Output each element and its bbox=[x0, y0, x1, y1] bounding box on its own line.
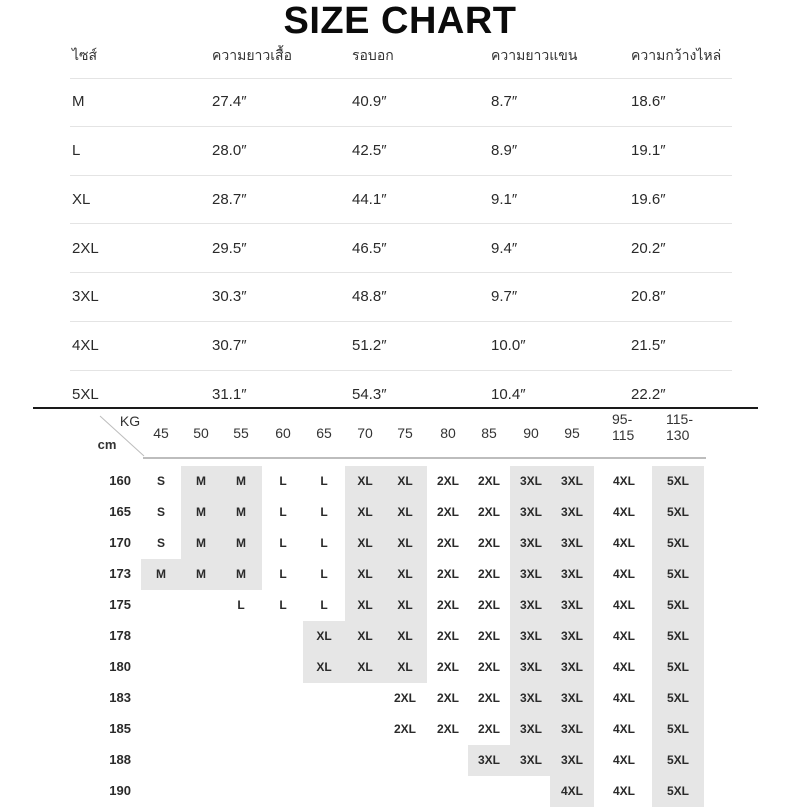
measurement-value: 51.2″ bbox=[352, 337, 387, 354]
recommended-size-cell: 5XL bbox=[666, 505, 689, 519]
recommended-size-cell: XL bbox=[357, 567, 373, 581]
recommended-size-cell: 3XL bbox=[519, 567, 542, 581]
recommended-size-cell: L bbox=[279, 536, 287, 550]
height-label: 180 bbox=[109, 659, 131, 674]
measurement-value: 44.1″ bbox=[352, 191, 387, 208]
recommended-size-cell: 3XL bbox=[519, 722, 542, 736]
recommended-size-cell: 2XL bbox=[393, 691, 416, 705]
recommended-size-cell: 2XL bbox=[436, 629, 459, 643]
recommended-size-cell: XL bbox=[397, 505, 413, 519]
measurement-value: 10.4″ bbox=[491, 386, 526, 403]
recommended-size-cell: XL bbox=[357, 629, 373, 643]
recommended-size-cell: 5XL bbox=[666, 567, 689, 581]
recommended-size-cell: 4XL bbox=[612, 753, 635, 767]
recommended-size-cell: 2XL bbox=[477, 660, 500, 674]
recommended-size-cell: XL bbox=[397, 598, 413, 612]
recommended-size-cell: 4XL bbox=[612, 722, 635, 736]
weight-header-line: 80 bbox=[440, 425, 456, 441]
recommended-size-cell: 2XL bbox=[477, 567, 500, 581]
recommended-size-cell: 3XL bbox=[519, 598, 542, 612]
recommended-size-cell: 3XL bbox=[560, 629, 583, 643]
height-label: 178 bbox=[109, 628, 131, 643]
measurement-value: 9.4″ bbox=[491, 240, 518, 257]
recommended-size-cell: 5XL bbox=[666, 629, 689, 643]
recommended-size-cell: 2XL bbox=[436, 505, 459, 519]
recommended-size-cell: 5XL bbox=[666, 660, 689, 674]
size-table-header: ความยาวแขน bbox=[491, 47, 578, 63]
recommended-size-cell: 3XL bbox=[477, 753, 500, 767]
recommended-size-cell: 4XL bbox=[612, 567, 635, 581]
recommended-size-cell: 2XL bbox=[477, 629, 500, 643]
recommended-size-cell: L bbox=[279, 598, 287, 612]
recommended-size-cell: 3XL bbox=[560, 474, 583, 488]
measurement-value: 31.1″ bbox=[212, 386, 247, 403]
recommended-size-cell: 3XL bbox=[560, 505, 583, 519]
measurement-value: 22.2″ bbox=[631, 386, 666, 403]
size-label: M bbox=[72, 93, 85, 110]
recommended-size-cell: 3XL bbox=[560, 722, 583, 736]
recommended-size-cell: XL bbox=[357, 474, 373, 488]
recommended-size-cell: XL bbox=[316, 629, 332, 643]
weight-header-line: 75 bbox=[397, 425, 413, 441]
height-label: 160 bbox=[109, 473, 131, 488]
measurement-value: 18.6″ bbox=[631, 93, 666, 110]
size-label: 5XL bbox=[72, 386, 99, 403]
recommended-size-cell: 3XL bbox=[519, 691, 542, 705]
recommended-size-cell: 3XL bbox=[560, 753, 583, 767]
recommended-size-cell: L bbox=[320, 567, 328, 581]
measurement-value: 40.9″ bbox=[352, 93, 387, 110]
recommended-size-cell: 2XL bbox=[436, 536, 459, 550]
measurement-value: 9.7″ bbox=[491, 288, 518, 305]
cm-label: cm bbox=[97, 437, 117, 452]
recommended-size-cell: L bbox=[320, 505, 328, 519]
recommended-size-cell: 5XL bbox=[666, 598, 689, 612]
recommended-size-cell: 5XL bbox=[666, 536, 689, 550]
measurement-value: 8.7″ bbox=[491, 93, 518, 110]
size-table-header: รอบอก bbox=[352, 47, 394, 63]
recommended-size-cell: 4XL bbox=[612, 784, 635, 798]
height-label: 185 bbox=[109, 721, 131, 736]
weight-header-line: 50 bbox=[193, 425, 209, 441]
measurement-value: 27.4″ bbox=[212, 93, 247, 110]
recommended-size-cell: 2XL bbox=[477, 598, 500, 612]
measurement-value: 54.3″ bbox=[352, 386, 387, 403]
recommended-size-cell: 2XL bbox=[477, 536, 500, 550]
measurement-value: 19.6″ bbox=[631, 191, 666, 208]
kg-label: KG bbox=[119, 413, 141, 429]
height-label: 183 bbox=[109, 690, 131, 705]
measurement-value: 28.0″ bbox=[212, 142, 247, 159]
recommended-size-cell: XL bbox=[397, 629, 413, 643]
weight-header-line: 115- bbox=[666, 411, 693, 427]
weight-header bbox=[544, 425, 600, 441]
measurement-value: 28.7″ bbox=[212, 191, 247, 208]
weight-header-line: 95- bbox=[612, 411, 633, 427]
recommended-size-cell: M bbox=[236, 505, 246, 519]
measurement-value: 29.5″ bbox=[212, 240, 247, 257]
recommended-size-cell: 3XL bbox=[519, 505, 542, 519]
height-label: 190 bbox=[109, 783, 131, 798]
recommended-size-cell: 3XL bbox=[519, 474, 542, 488]
recommended-size-cell: L bbox=[320, 474, 328, 488]
measurement-value: 42.5″ bbox=[352, 142, 387, 159]
weight-header-line: 95 bbox=[564, 425, 580, 441]
size-label: L bbox=[72, 142, 81, 159]
recommended-size-cell: XL bbox=[397, 536, 413, 550]
measurement-value: 8.9″ bbox=[491, 142, 518, 159]
recommended-size-cell: 4XL bbox=[612, 691, 635, 705]
recommended-size-cell: 5XL bbox=[666, 753, 689, 767]
height-label: 165 bbox=[109, 504, 131, 519]
recommended-size-cell: M bbox=[196, 505, 206, 519]
recommended-size-cell: 5XL bbox=[666, 722, 689, 736]
recommended-size-cell: M bbox=[236, 567, 246, 581]
size-table-header: ความยาวเสื้อ bbox=[212, 47, 292, 63]
recommended-size-cell: L bbox=[279, 505, 287, 519]
recommended-size-cell: 2XL bbox=[477, 722, 500, 736]
weight-header-line: 45 bbox=[153, 425, 169, 441]
recommended-size-cell: S bbox=[156, 474, 165, 488]
recommended-size-cell: XL bbox=[397, 660, 413, 674]
weight-header-line: 60 bbox=[275, 425, 291, 441]
size-label: 2XL bbox=[72, 240, 99, 257]
recommended-size-cell: 3XL bbox=[519, 753, 542, 767]
recommended-size-cell: 3XL bbox=[560, 660, 583, 674]
measurement-value: 30.3″ bbox=[212, 288, 247, 305]
recommended-size-cell: 3XL bbox=[519, 629, 542, 643]
height-label: 188 bbox=[109, 752, 131, 767]
recommended-size-cell: M bbox=[196, 536, 206, 550]
recommended-size-cell: 3XL bbox=[519, 536, 542, 550]
recommended-size-cell: 3XL bbox=[560, 536, 583, 550]
recommended-size-cell: M bbox=[236, 474, 246, 488]
measurement-value: 21.5″ bbox=[631, 337, 666, 354]
recommended-size-cell: 2XL bbox=[436, 567, 459, 581]
size-label: 4XL bbox=[72, 337, 99, 354]
size-label: XL bbox=[72, 191, 91, 208]
measurement-value: 20.8″ bbox=[631, 288, 666, 305]
recommended-size-cell: 3XL bbox=[560, 598, 583, 612]
recommended-size-cell: XL bbox=[357, 536, 373, 550]
recommended-size-cell: L bbox=[320, 536, 328, 550]
recommended-size-cell: 4XL bbox=[612, 474, 635, 488]
weight-header-line: 70 bbox=[357, 425, 373, 441]
recommended-size-cell: M bbox=[156, 567, 166, 581]
page-title: SIZE CHART bbox=[283, 0, 517, 42]
recommended-size-cell: 3XL bbox=[560, 567, 583, 581]
weight-header-line: 55 bbox=[233, 425, 249, 441]
recommended-size-cell: 5XL bbox=[666, 784, 689, 798]
recommended-size-cell: 2XL bbox=[477, 474, 500, 488]
recommended-size-cell: XL bbox=[357, 505, 373, 519]
recommended-size-cell: M bbox=[236, 536, 246, 550]
height-label: 170 bbox=[109, 535, 131, 550]
recommended-size-cell: 2XL bbox=[477, 691, 500, 705]
measurement-value: 19.1″ bbox=[631, 142, 666, 159]
recommended-size-cell: S bbox=[156, 536, 165, 550]
measurement-value: 10.0″ bbox=[491, 337, 526, 354]
recommended-size-cell: 2XL bbox=[436, 722, 459, 736]
recommended-size-cell: 4XL bbox=[612, 598, 635, 612]
recommended-size-cell: 4XL bbox=[612, 536, 635, 550]
measurement-value: 30.7″ bbox=[212, 337, 247, 354]
recommended-size-cell: 4XL bbox=[612, 505, 635, 519]
recommended-size-cell: L bbox=[279, 567, 287, 581]
recommended-size-cell: 2XL bbox=[436, 474, 459, 488]
weight-header-line: 85 bbox=[481, 425, 497, 441]
recommended-size-cell: 3XL bbox=[519, 660, 542, 674]
recommended-size-cell: 4XL bbox=[560, 784, 583, 798]
weight-header-line: 90 bbox=[523, 425, 539, 441]
measurement-value: 20.2″ bbox=[631, 240, 666, 257]
recommended-size-cell: 4XL bbox=[612, 660, 635, 674]
recommended-size-cell: L bbox=[237, 598, 245, 612]
weight-header-line: 115 bbox=[612, 427, 635, 443]
measurement-value: 48.8″ bbox=[352, 288, 387, 305]
size-label: 3XL bbox=[72, 288, 99, 305]
recommended-size-cell: XL bbox=[316, 660, 332, 674]
recommended-size-cell: S bbox=[156, 505, 165, 519]
recommended-size-cell: 2XL bbox=[436, 660, 459, 674]
recommended-size-cell: 4XL bbox=[612, 629, 635, 643]
recommended-size-cell: 2XL bbox=[477, 505, 500, 519]
size-table-header: ความกว้างไหล่ bbox=[631, 47, 722, 63]
weight-header bbox=[612, 411, 668, 443]
recommended-size-cell: XL bbox=[397, 474, 413, 488]
measurement-value: 46.5″ bbox=[352, 240, 387, 257]
recommended-size-cell: 3XL bbox=[560, 691, 583, 705]
recommended-size-cell: XL bbox=[357, 598, 373, 612]
height-label: 175 bbox=[109, 597, 131, 612]
weight-header-line: 130 bbox=[666, 427, 690, 443]
recommended-size-cell: 5XL bbox=[666, 474, 689, 488]
recommended-size-cell: XL bbox=[357, 660, 373, 674]
recommended-size-cell: M bbox=[196, 567, 206, 581]
recommended-size-cell: L bbox=[279, 474, 287, 488]
recommended-size-cell: 2XL bbox=[393, 722, 416, 736]
recommended-size-cell: 2XL bbox=[436, 691, 459, 705]
size-table-header: ไซส์ bbox=[72, 47, 98, 63]
measurement-value: 9.1″ bbox=[491, 191, 518, 208]
header-rule bbox=[143, 457, 706, 459]
height-label: 173 bbox=[109, 566, 131, 581]
weight-header bbox=[666, 411, 722, 443]
recommended-size-cell: M bbox=[196, 474, 206, 488]
weight-header-line: 65 bbox=[316, 425, 332, 441]
recommended-size-cell: L bbox=[320, 598, 328, 612]
recommended-size-cell: XL bbox=[397, 567, 413, 581]
recommended-size-cell: 2XL bbox=[436, 598, 459, 612]
recommended-size-cell: 5XL bbox=[666, 691, 689, 705]
